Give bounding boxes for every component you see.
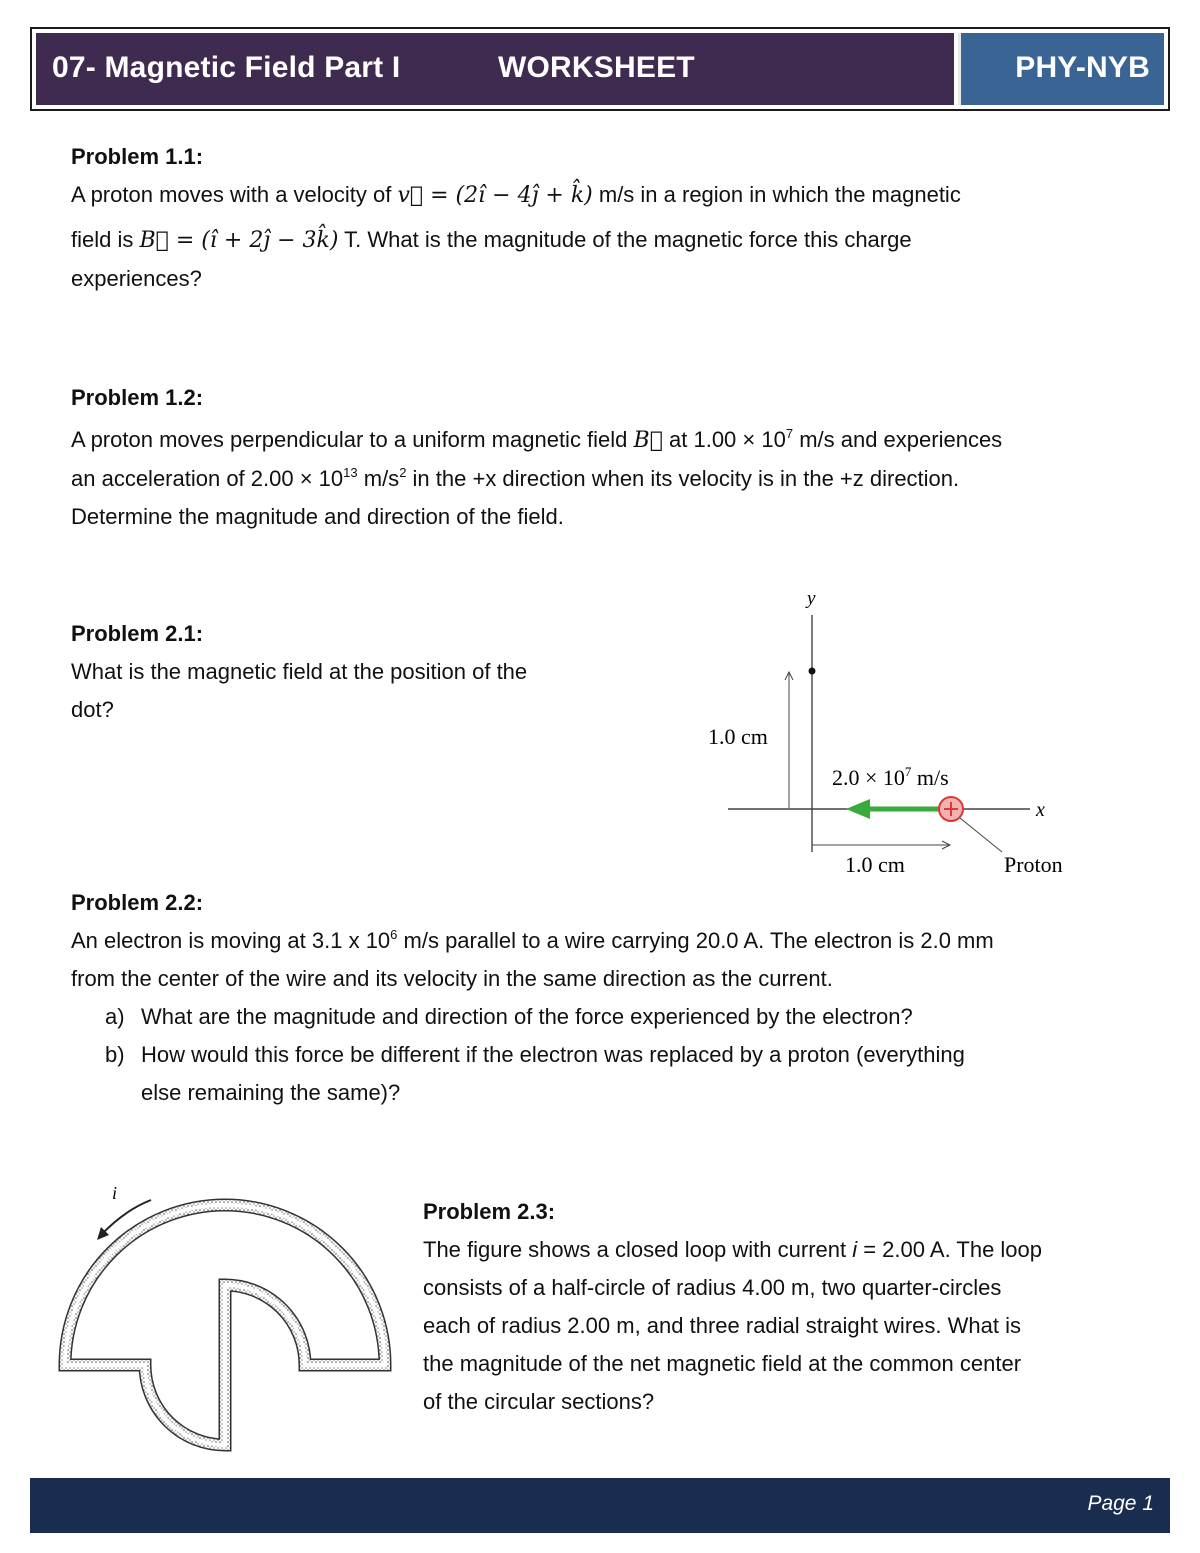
problem-text: [71, 922, 1141, 960]
field-symbol: B⃗: [633, 428, 663, 453]
problem-title: Problem 2.1:: [71, 621, 204, 646]
x-axis-label: x: [1036, 799, 1045, 821]
text-span: m/s and experiences: [793, 427, 1003, 452]
text-span: A proton moves perpendicular to a uniform magnetic field: [71, 427, 634, 452]
text-span: m/s parallel to a wire carrying 20.0 A. The electron is 2.0 mm: [397, 928, 994, 953]
text-span: A proton moves with a velocity of: [71, 182, 398, 207]
exponent: 2: [399, 465, 407, 480]
text-span: = 2.00 A. The loop: [857, 1237, 1043, 1262]
velocity-vector: v⃗ = (2î − 4ĵ + k̂): [397, 183, 593, 208]
problem-text: [71, 176, 1141, 215]
header-title-band: [36, 33, 954, 105]
course-band: [958, 33, 1164, 105]
problem-text: the magnitude of the net magnetic field at the common center: [423, 1351, 1022, 1376]
current-label: i: [112, 1185, 118, 1203]
worksheet-title: 07- Magnetic Field Part I: [52, 51, 401, 84]
field-point-dot: [809, 668, 816, 675]
course-code: PHY-NYB: [1015, 51, 1150, 84]
problem-title: Problem 2.3:: [423, 1199, 556, 1224]
problem-text: What is the magnetic field at the position of the: [71, 659, 528, 684]
exponent: 6: [390, 927, 398, 942]
proton-label: Proton: [1004, 852, 1063, 877]
horizontal-distance-label: 1.0 cm: [845, 852, 905, 877]
text-span: in the +x direction when its velocity is in the +z direction.: [406, 466, 960, 491]
problem-text: Determine the magnitude and direction of the field.: [71, 504, 564, 529]
exponent: 7: [785, 426, 794, 441]
problem-text: of the circular sections?: [423, 1389, 655, 1414]
problem-2-2: [71, 884, 1141, 1112]
list-item: [105, 1036, 1141, 1112]
item-label: a): [105, 1004, 125, 1029]
footer-bar: [30, 1478, 1170, 1533]
text-span: at 1.00 × 10: [662, 427, 786, 452]
velocity-unit: m/s: [911, 765, 949, 790]
text-span: m/s in a region in which the magnetic: [592, 182, 961, 207]
problem-text: [71, 221, 1141, 260]
loop-wire-core: [65, 1205, 385, 1445]
problem-text: consists of a half-circle of radius 4.00 m, two quarter-circles: [423, 1275, 1002, 1300]
text-span: field is: [71, 227, 140, 252]
velocity-label: [832, 764, 949, 790]
item-text: How would this force be different if the electron was replaced by a proton (everything: [141, 1042, 965, 1067]
problem-title: Problem 1.1:: [71, 144, 204, 169]
problem-title: Problem 2.2:: [71, 890, 204, 915]
current-variable: i: [852, 1237, 858, 1262]
worksheet-label: WORKSHEET: [498, 51, 695, 84]
problem-title: Problem 1.2:: [71, 385, 204, 410]
text-span: m/s: [357, 466, 400, 491]
proton-leader-line: [960, 818, 1002, 852]
text-span: T. What is the magnitude of the magnetic force this charge: [338, 227, 912, 252]
problem-text: from the center of the wire and its velocity in the same direction as the current.: [71, 966, 833, 991]
problem-2-3: [423, 1193, 1153, 1421]
sub-question-list: [71, 998, 1141, 1112]
list-item: [105, 998, 1141, 1036]
text-span: An electron is moving at 3.1 x 10: [71, 928, 391, 953]
text-span: The figure shows a closed loop with current: [423, 1237, 853, 1262]
item-text: What are the magnitude and direction of the force experienced by the electron?: [141, 1004, 913, 1029]
vertical-distance-label: 1.0 cm: [708, 724, 768, 749]
figure-proton-diagram: [690, 580, 1110, 890]
velocity-arrowhead: [846, 799, 870, 819]
field-vector: B⃗ = (î + 2ĵ − 3k̂): [139, 228, 339, 253]
problem-text: [423, 1231, 1153, 1269]
problem-2-1: [71, 615, 671, 729]
exponent: 13: [343, 465, 358, 480]
text-span: an acceleration of 2.00 × 10: [71, 466, 344, 491]
velocity-exponent: 7: [904, 764, 912, 779]
item-label: b): [105, 1042, 125, 1067]
header-frame: [30, 27, 1170, 111]
page-number: Page 1: [1087, 1492, 1154, 1515]
problem-text: [71, 421, 1141, 460]
problem-1-2: [71, 379, 1141, 536]
item-text: else remaining the same)?: [141, 1080, 401, 1105]
problem-text: each of radius 2.00 m, and three radial straight wires. What is: [423, 1313, 1021, 1338]
velocity-base: 2.0 × 10: [832, 765, 905, 790]
problem-text: dot?: [71, 697, 114, 722]
problem-text: [71, 460, 1141, 498]
problem-text: experiences?: [71, 266, 202, 291]
problem-1-1: [71, 138, 1141, 298]
y-axis-label: y: [807, 588, 816, 609]
figure-current-loop: [55, 1185, 405, 1455]
